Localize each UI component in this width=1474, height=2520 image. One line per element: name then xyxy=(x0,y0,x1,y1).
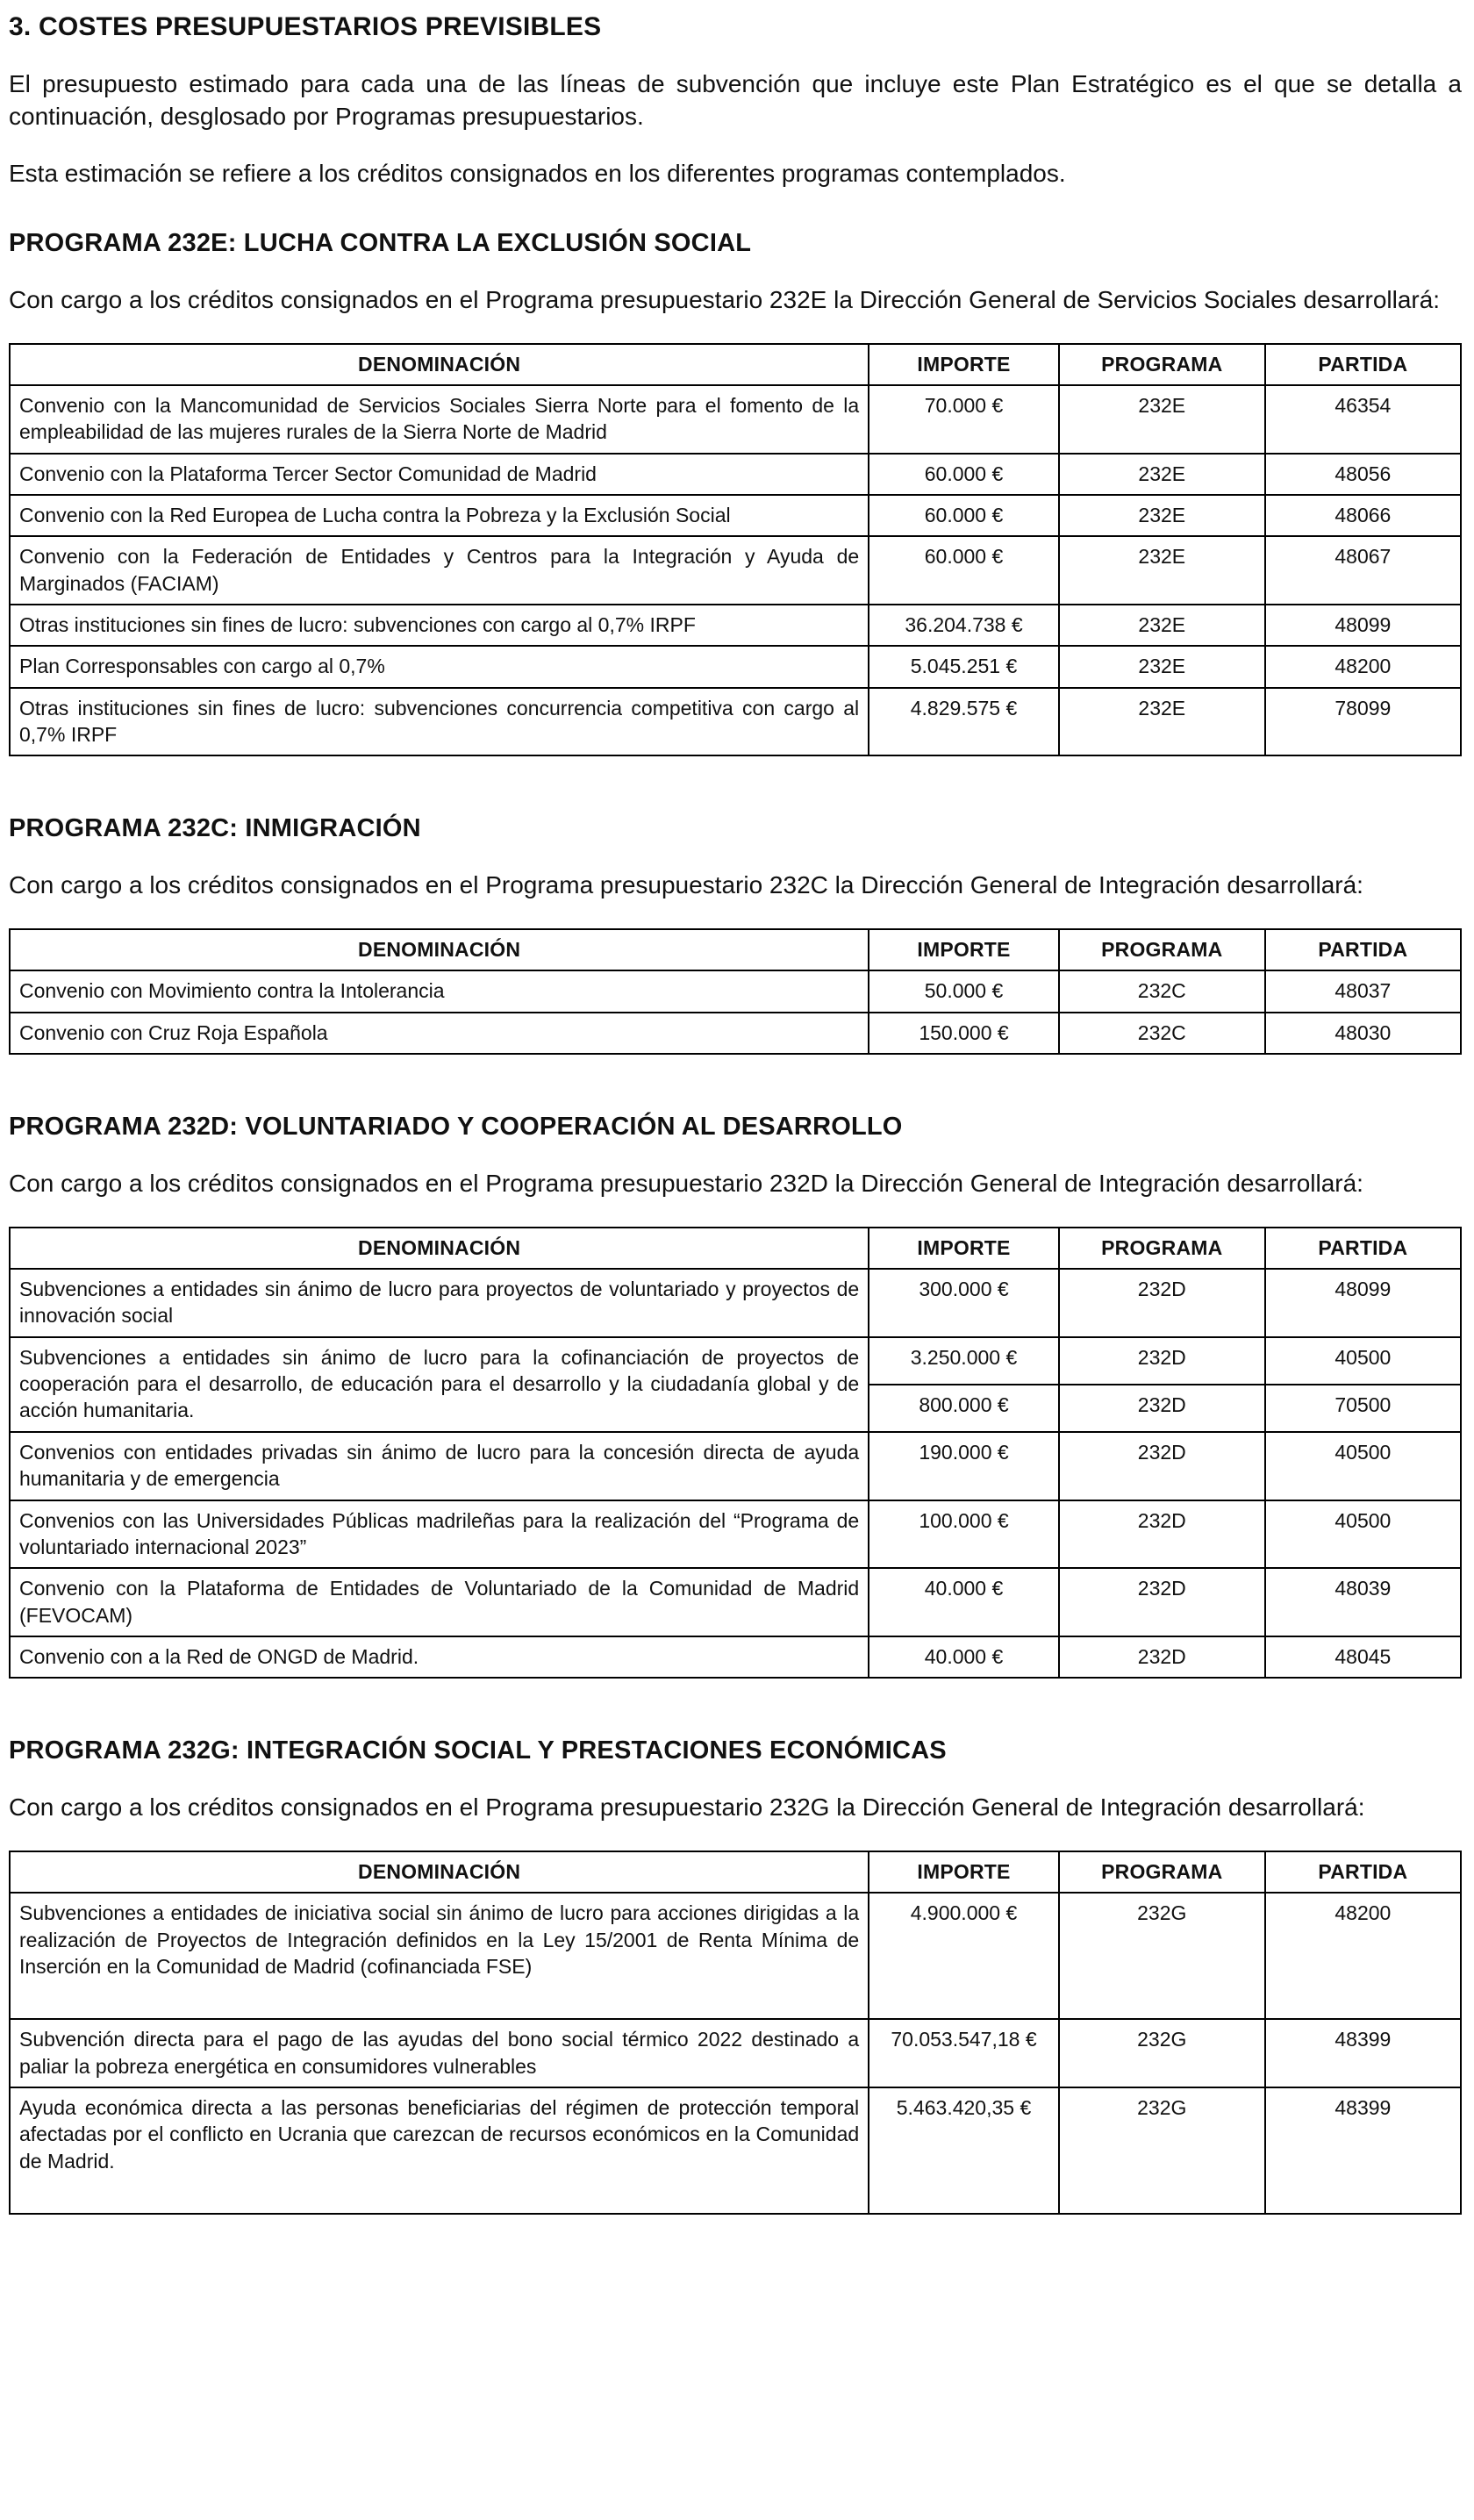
table-header-row xyxy=(10,344,1461,385)
cell-partida: 46354 xyxy=(1265,385,1461,454)
cell-partida: 40500 xyxy=(1265,1432,1461,1500)
cell-programa: 232C xyxy=(1059,1013,1265,1054)
table-header-row xyxy=(10,1228,1461,1269)
cell-importe: 150.000 € xyxy=(869,1013,1059,1054)
cell-importe: 100.000 € xyxy=(869,1500,1059,1569)
cell-denominacion: Convenio con la Red Europea de Lucha contra la Pobreza y la Exclusión Social xyxy=(10,495,869,536)
cell-importe: 4.829.575 € xyxy=(869,688,1059,756)
cell-partida: 48056 xyxy=(1265,454,1461,495)
table-row xyxy=(10,646,1461,687)
table-header-cell: IMPORTE xyxy=(869,344,1059,385)
budget-table xyxy=(9,343,1462,757)
program-heading: PROGRAMA 232E: LUCHA CONTRA LA EXCLUSIÓN SOCIAL xyxy=(9,228,752,257)
cell-denominacion: Convenio con la Plataforma Tercer Sector Comunidad de Madrid xyxy=(10,454,869,495)
cell-importe: 5.463.420,35 € xyxy=(869,2087,1059,2214)
table-row xyxy=(10,970,1461,1012)
cell-importe: 60.000 € xyxy=(869,454,1059,495)
table-header-row xyxy=(10,1851,1461,1893)
table-header-cell: PARTIDA xyxy=(1265,929,1461,970)
budget-table xyxy=(9,928,1462,1055)
table-row xyxy=(10,1013,1461,1054)
cell-importe: 300.000 € xyxy=(869,1269,1059,1337)
cell-programa: 232E xyxy=(1059,385,1265,454)
cell-denominacion: Convenios con entidades privadas sin ánimo de lucro para la concesión directa de ayuda humanitaria y de emergencia xyxy=(10,1432,869,1500)
program-heading: PROGRAMA 232D: VOLUNTARIADO Y COOPERACIÓN AL DESARROLLO xyxy=(9,1113,903,1142)
cell-programa: 232E xyxy=(1059,605,1265,646)
table-row xyxy=(10,454,1461,495)
cell-partida: 48037 xyxy=(1265,970,1461,1012)
cell-denominacion: Ayuda económica directa a las personas beneficiarias del régimen de protección temporal afectadas por el conflicto en Ucrania que carezcan de recursos económicos en la Comunidad de Madrid. xyxy=(10,2087,869,2214)
main-title: 3. COSTES PRESUPUESTARIOS PREVISIBLES xyxy=(9,12,602,41)
cell-denominacion: Convenio con la Plataforma de Entidades de Voluntariado de la Comunidad de Madrid (FEVOCAM) xyxy=(10,1568,869,1636)
cell-programa: 232E xyxy=(1059,688,1265,756)
cell-partida: 48067 xyxy=(1265,536,1461,605)
cell-denominacion: Plan Corresponsables con cargo al 0,7% xyxy=(10,646,869,687)
cell-partida: 78099 xyxy=(1265,688,1461,756)
cell-partida: 48066 xyxy=(1265,495,1461,536)
cell-programa: 232E xyxy=(1059,536,1265,605)
cell-programa: 232E xyxy=(1059,454,1265,495)
cell-programa: 232D xyxy=(1059,1432,1265,1500)
cell-partida: 40500 xyxy=(1265,1337,1461,1385)
cell-partida: 70500 xyxy=(1265,1385,1461,1432)
cell-programa: 232G xyxy=(1059,1893,1265,2019)
cell-importe: 40.000 € xyxy=(869,1568,1059,1636)
table-row xyxy=(10,1893,1461,2019)
table-header-cell: IMPORTE xyxy=(869,1851,1059,1893)
table-row xyxy=(10,1636,1461,1678)
cell-partida: 48200 xyxy=(1265,1893,1461,2019)
cell-partida: 48200 xyxy=(1265,646,1461,687)
program-intro: Con cargo a los créditos consignados en el Programa presupuestario 232G la Dirección General de Integración desarrollará: xyxy=(9,1793,1365,1822)
cell-programa: 232G xyxy=(1059,2087,1265,2214)
program-heading: PROGRAMA 232C: INMIGRACIÓN xyxy=(9,814,421,843)
cell-denominacion: Convenio con la Mancomunidad de Servicios Sociales Sierra Norte para el fomento de la empleabilidad de las mujeres rurales de la Sierra Norte de Madrid xyxy=(10,385,869,454)
cell-importe: 70.053.547,18 € xyxy=(869,2019,1059,2087)
cell-denominacion: Otras instituciones sin fines de lucro: subvenciones concurrencia competitiva con cargo al 0,7% IRPF xyxy=(10,688,869,756)
cell-denominacion: Convenio con la Federación de Entidades y Centros para la Integración y Ayuda de Marginados (FACIAM) xyxy=(10,536,869,605)
program-sections xyxy=(9,229,1462,2215)
cell-denominacion: Subvención directa para el pago de las ayudas del bono social térmico 2022 destinado a paliar la pobreza energética en consumidores vulnerables xyxy=(10,2019,869,2087)
table-header-cell: DENOMINACIÓN xyxy=(10,1228,869,1269)
table-row xyxy=(10,1500,1461,1569)
cell-partida: 48030 xyxy=(1265,1013,1461,1054)
table-row xyxy=(10,1432,1461,1500)
table-row xyxy=(10,688,1461,756)
cell-importe: 36.204.738 € xyxy=(869,605,1059,646)
cell-importe: 3.250.000 € xyxy=(869,1337,1059,1385)
table-row xyxy=(10,1568,1461,1636)
cell-partida: 48099 xyxy=(1265,605,1461,646)
program-section xyxy=(9,814,1462,1055)
table-header-cell: IMPORTE xyxy=(869,1228,1059,1269)
program-heading: PROGRAMA 232G: INTEGRACIÓN SOCIAL Y PRESTACIONES ECONÓMICAS xyxy=(9,1736,947,1765)
cell-importe: 60.000 € xyxy=(869,495,1059,536)
table-row xyxy=(10,1269,1461,1337)
table-row xyxy=(10,495,1461,536)
table-header-cell: DENOMINACIÓN xyxy=(10,929,869,970)
budget-table xyxy=(9,1851,1462,2215)
table-header-cell: PARTIDA xyxy=(1265,1228,1461,1269)
table-header-cell: PARTIDA xyxy=(1265,344,1461,385)
cell-importe: 50.000 € xyxy=(869,970,1059,1012)
cell-denominacion: Otras instituciones sin fines de lucro: subvenciones con cargo al 0,7% IRPF xyxy=(10,605,869,646)
cell-partida: 48099 xyxy=(1265,1269,1461,1337)
table-header-cell: PARTIDA xyxy=(1265,1851,1461,1893)
table-header-cell: PROGRAMA xyxy=(1059,1228,1265,1269)
cell-denominacion: Convenios con las Universidades Públicas madrileñas para la realización del “Programa de voluntariado internacional 2023” xyxy=(10,1500,869,1569)
cell-programa: 232C xyxy=(1059,970,1265,1012)
cell-programa: 232E xyxy=(1059,495,1265,536)
table-row xyxy=(10,536,1461,605)
cell-programa: 232D xyxy=(1059,1568,1265,1636)
cell-programa: 232D xyxy=(1059,1269,1265,1337)
intro-paragraph-2: Esta estimación se refiere a los créditos consignados en los diferentes programas contemplados. xyxy=(9,159,1066,187)
program-section xyxy=(9,1113,1462,1679)
cell-partida: 40500 xyxy=(1265,1500,1461,1569)
cell-importe: 40.000 € xyxy=(869,1636,1059,1678)
cell-programa: 232D xyxy=(1059,1337,1265,1385)
table-row xyxy=(10,385,1461,454)
cell-importe: 70.000 € xyxy=(869,385,1059,454)
cell-partida: 48399 xyxy=(1265,2019,1461,2087)
cell-denominacion: Convenio con Movimiento contra la Intolerancia xyxy=(10,970,869,1012)
cell-importe: 800.000 € xyxy=(869,1385,1059,1432)
program-section xyxy=(9,1736,1462,2215)
cell-programa: 232D xyxy=(1059,1385,1265,1432)
cell-programa: 232D xyxy=(1059,1500,1265,1569)
cell-denominacion: Subvenciones a entidades sin ánimo de lucro para la cofinanciación de proyectos de cooperación para el desarrollo, de educación para el desarrollo y la ciudadanía global y de acción humanitaria. xyxy=(10,1337,869,1432)
cell-denominacion: Convenio con Cruz Roja Española xyxy=(10,1013,869,1054)
cell-importe: 60.000 € xyxy=(869,536,1059,605)
budget-table xyxy=(9,1227,1462,1679)
table-row xyxy=(10,605,1461,646)
intro-paragraph-1: El presupuesto estimado para cada una de las líneas de subvención que incluye este Plan Estratégico es el que se detalla a continuación, desglosado por Programas presupuestarios. xyxy=(9,70,1462,130)
table-header-row xyxy=(10,929,1461,970)
program-intro: Con cargo a los créditos consignados en el Programa presupuestario 232E la Dirección General de Servicios Sociales desarrollará: xyxy=(9,285,1441,313)
table-header-cell: DENOMINACIÓN xyxy=(10,344,869,385)
cell-importe: 5.045.251 € xyxy=(869,646,1059,687)
table-row xyxy=(10,1337,1461,1385)
table-header-cell: PROGRAMA xyxy=(1059,344,1265,385)
cell-importe: 4.900.000 € xyxy=(869,1893,1059,2019)
table-header-cell: IMPORTE xyxy=(869,929,1059,970)
cell-denominacion: Subvenciones a entidades sin ánimo de lucro para proyectos de voluntariado y proyectos de innovación social xyxy=(10,1269,869,1337)
table-header-cell: PROGRAMA xyxy=(1059,929,1265,970)
program-intro: Con cargo a los créditos consignados en el Programa presupuestario 232C la Dirección General de Integración desarrollará: xyxy=(9,871,1363,899)
cell-partida: 48399 xyxy=(1265,2087,1461,2214)
table-row xyxy=(10,2087,1461,2214)
table-row xyxy=(10,2019,1461,2087)
cell-programa: 232D xyxy=(1059,1636,1265,1678)
cell-importe: 190.000 € xyxy=(869,1432,1059,1500)
cell-partida: 48045 xyxy=(1265,1636,1461,1678)
cell-denominacion: Subvenciones a entidades de iniciativa social sin ánimo de lucro para acciones dirigidas a la realización de Proyectos de Integración definidos en la Ley 15/2001 de Renta Mínima de Inserción en la Comunidad de Madrid (cofinanciada FSE) xyxy=(10,1893,869,2019)
program-intro: Con cargo a los créditos consignados en el Programa presupuestario 232D la Dirección General de Integración desarrollará: xyxy=(9,1170,1363,1198)
table-header-cell: DENOMINACIÓN xyxy=(10,1851,869,1893)
table-header-cell: PROGRAMA xyxy=(1059,1851,1265,1893)
cell-denominacion: Convenio con a la Red de ONGD de Madrid. xyxy=(10,1636,869,1678)
cell-partida: 48039 xyxy=(1265,1568,1461,1636)
cell-programa: 232G xyxy=(1059,2019,1265,2087)
program-section xyxy=(9,229,1462,757)
cell-programa: 232E xyxy=(1059,646,1265,687)
